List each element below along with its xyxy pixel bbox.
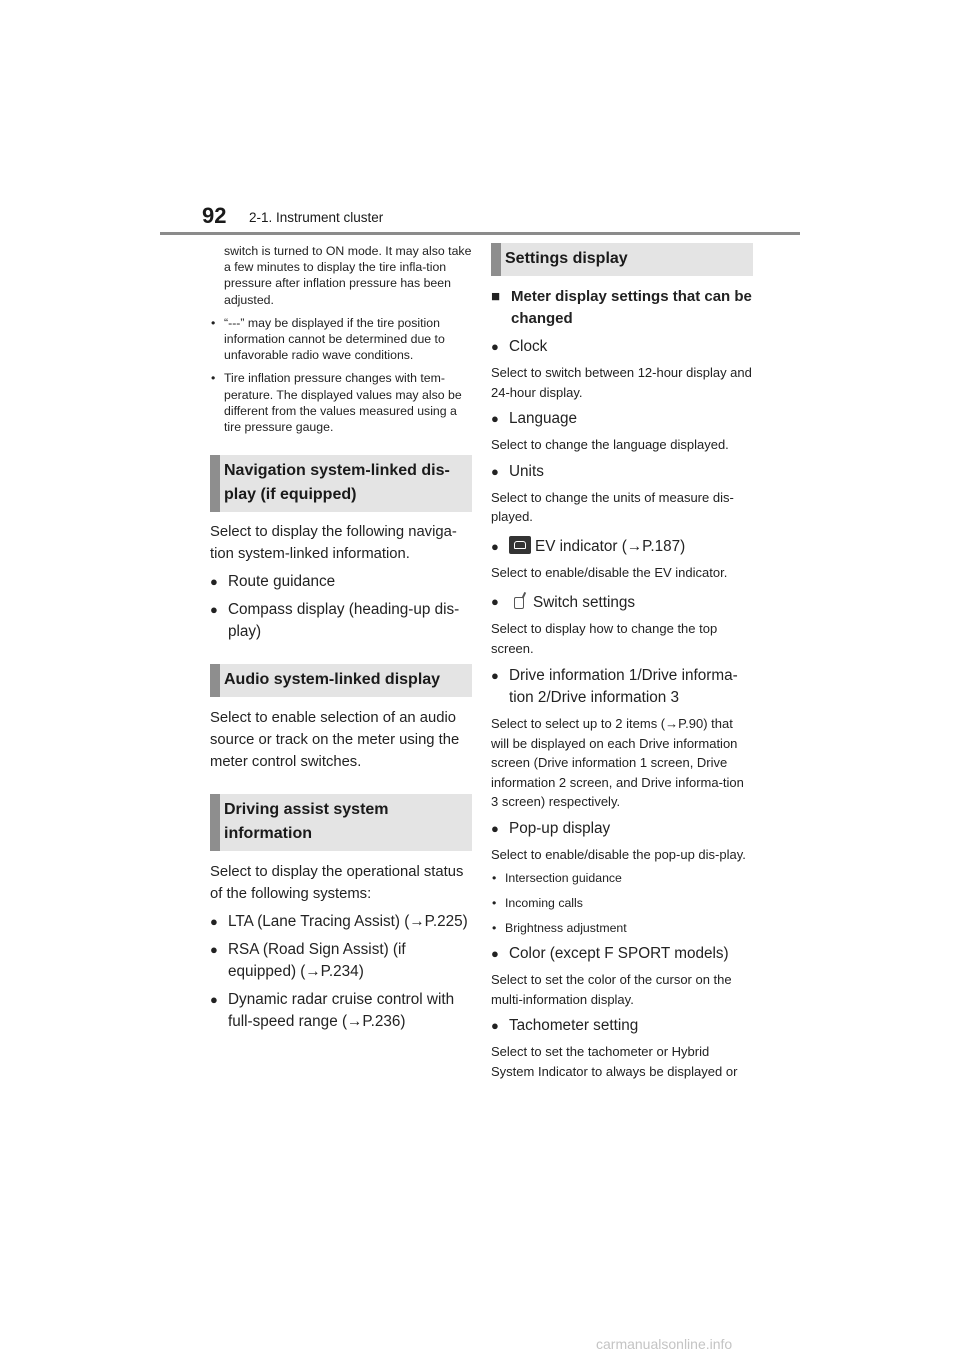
setting-tachometer: ● Tachometer setting <box>491 1017 639 1034</box>
list-item: ● Dynamic radar cruise control with full-speed range (→P.236) <box>210 991 455 1031</box>
audio-description: Select to enable selection of an audio source or track on the meter using the meter control switches. <box>210 710 460 771</box>
setting-description: Select to set the color of the cursor on the multi-information display. <box>491 972 732 1007</box>
navigation-description: Select to display the following naviga-tion system-linked information. <box>210 524 457 563</box>
setting-drive-information: ● Drive information 1/Drive informa-tion 2/Drive information 3 <box>491 667 738 706</box>
popup-item: • Incoming calls <box>492 896 583 910</box>
setting-popup-display: ● Pop-up display <box>491 819 611 837</box>
setting-color: ● Color (except F SPORT models) <box>491 945 729 962</box>
list-item: ● Compass display (heading-up dis-play) <box>210 601 460 641</box>
page-number: 92 <box>202 203 227 228</box>
subsection-heading: ■ Meter display settings that can be changed <box>491 288 752 327</box>
setting-units: ● Units <box>491 462 544 480</box>
setting-switch: ● Switch settings <box>491 591 753 614</box>
continued-text: switch is turned to ON mode. It may also take a few minutes to display the tire infla-tion pressure after inflation pressure has been adjusted. <box>224 244 472 307</box>
page-header <box>160 200 800 236</box>
list-item: ● LTA (Lane Tracing Assist) (→P.225) <box>210 913 468 931</box>
section-heading-audio: Audio system-linked display <box>210 664 472 697</box>
note-item: • “---” may be displayed if the tire position information cannot be determined due to unfavorable radio wave conditions. <box>211 315 445 363</box>
left-column <box>210 243 472 1033</box>
ev-indicator-icon <box>509 536 531 554</box>
setting-description: Select to set the tachometer or Hybrid System Indicator to always be displayed or <box>491 1044 738 1079</box>
section-heading-driving-assist: Driving assist system information <box>210 794 472 851</box>
setting-description: Select to enable/disable the pop-up dis-play. <box>491 846 746 862</box>
setting-clock: ● Clock <box>491 338 548 355</box>
note-item: • Tire inflation pressure changes with tem-perature. The displayed values may also be different from the values measured using a tire pressure gauge. <box>211 371 462 435</box>
watermark: carmanualsonline.info <box>596 1336 733 1352</box>
popup-item: • Brightness adjustment <box>492 921 627 935</box>
list-item: ● RSA (Road Sign Assist) (if equipped) (→P.234) <box>210 941 406 981</box>
header-rule <box>160 232 800 235</box>
setting-description: Select to switch between 12-hour display and 24-hour display. <box>491 365 752 400</box>
setting-description: Select to enable/disable the EV indicator. <box>491 564 728 580</box>
switch-settings-icon <box>509 591 529 611</box>
setting-ev-indicator: ● EV indicator (→P.187) <box>491 537 686 555</box>
setting-description: Select to select up to 2 items (→P.90) that will be displayed on each Drive information screen (Drive information 1 screen, Drive information 2 screen, and Drive informa-tion 3 screen) respectively. <box>491 716 744 809</box>
setting-description: Select to change the language displayed. <box>491 437 729 452</box>
driving-assist-description: Select to display the operational status of the following systems: <box>210 864 464 903</box>
setting-language: ● Language <box>491 410 578 427</box>
chapter-title: 2-1. Instrument cluster <box>249 210 384 225</box>
section-heading-settings: Settings display <box>491 243 753 276</box>
setting-description: Select to display how to change the top screen. <box>491 621 718 656</box>
setting-description: Select to change the units of measure dis-played. <box>491 489 734 524</box>
list-item: ● Route guidance <box>210 573 336 591</box>
section-heading-navigation: Navigation system-linked dis-play (if equipped) <box>210 455 472 512</box>
right-column <box>491 243 753 1081</box>
popup-item: • Intersection guidance <box>492 871 622 885</box>
